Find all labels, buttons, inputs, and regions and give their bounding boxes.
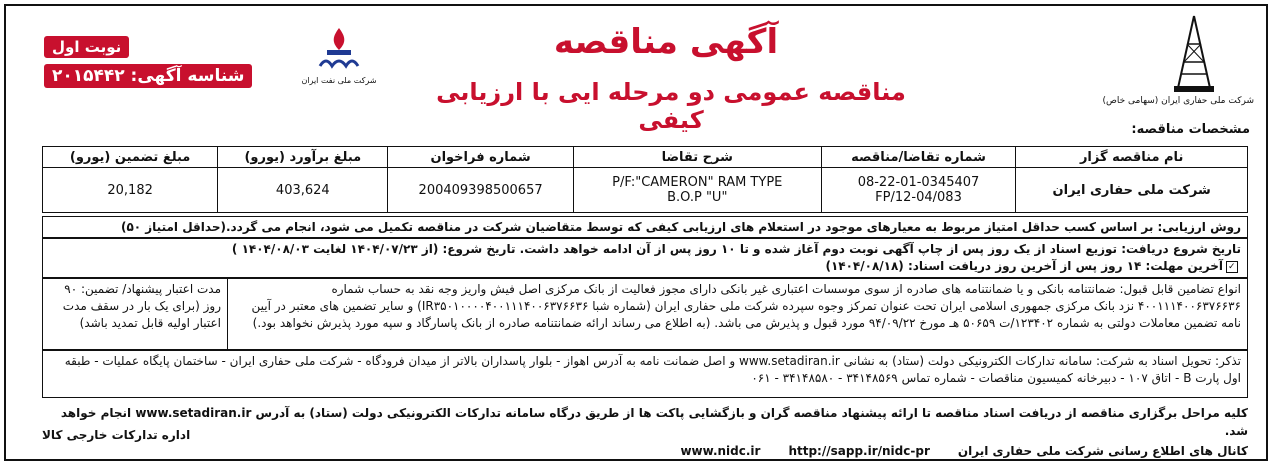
- guarantee-types: انواع تضامین قابل قبول: ضمانتنامه بانکی و یا ضمانتنامه های صادره از سوی موسسات اعتباری غیر بانکی دارای مجوز فعالیت از بانک مرکزی اصل فیش واریز وجه نقد به حساب شماره ۴۰۰۱۱۱۴۰۰۶۳۷۶۶۳۶ نزد بانک مرکزی جمهوری اسلامی ایران تحت عنوان تمرکز وجوه سپرده شرکت ملی حفاری ایران (شماره شبا IR۳۵۰۱۰۰۰۰۴۰۰۱۱۱۴۰۰۶۳۷۶۶۳۶) و سایر تضمین های معتبر در آیین نامه تضمین معاملات دولتی به شماره ۱۲۳۴۰۲/ت ۵۰۶۵۹ هـ مورخ ۹۴/۰۹/۲۲ مورد قبول و پذیرش می باشد. (به اطلاع می رساند ارائه ضمانتنامه صادره از بانک پاسارگاد و سپه مورد پذیرش نخواهد بود.): [251, 282, 1241, 330]
- deadline-text: آخرین مهلت: ۱۴ روز پس از آخرین روز دریافت اسناد: (۱۴۰۴/۰۸/۱۸): [825, 259, 1223, 273]
- nioc-name: شرکت ملی نفت ایران: [301, 76, 377, 85]
- deadline-line: [49, 258, 1241, 275]
- link-nidc[interactable]: www.nidc.ir: [680, 444, 761, 458]
- col-guarantee: مبلغ تضمین (یورو): [43, 147, 218, 168]
- link-sapp[interactable]: http://sapp.ir/nidc-pr: [788, 444, 930, 458]
- notice-subtitle: مناقصه عمومی دو مرحله ایی با ارزیابی کیفی: [436, 78, 906, 134]
- guarantee-section: [42, 278, 1248, 350]
- channels-label: کانال های اطلاع رسانی شرکت ملی حفاری ایران: [957, 444, 1248, 458]
- table-row: [43, 168, 1248, 213]
- table-header-row: [43, 147, 1248, 168]
- footer-line: کلیه مراحل برگزاری مناقصه از دریافت اسناد مناقصه تا ارائه پیشنهاد مناقصه گران و بازگشایی پاکت ها از طریق درگاه سامانه تدارکات الکترونیکی دولت (ستاد) به آدرس www.setadiran.ir انجام خواهد شد.: [60, 406, 1248, 438]
- col-estimate: مبلغ برآورد (یورو): [218, 147, 388, 168]
- nioc-logo: [294, 26, 384, 85]
- cell-request-no: [821, 168, 1016, 213]
- spec-label: مشخصات مناقصه:: [1131, 122, 1250, 137]
- col-organizer: نام مناقصه گزار: [1016, 147, 1248, 168]
- cell-organizer: شرکت ملی حفاری ایران: [1016, 168, 1248, 213]
- round-badge: نوبت اول: [44, 36, 129, 58]
- cell-guarantee: 20,182: [43, 168, 218, 213]
- validity-period: مدت اعتبار پیشنهاد/ تضمین: ۹۰ روز (برای یک بار در سقف مدت اعتبار اولیه قابل تمدید باشد): [43, 279, 228, 349]
- badge-box: [44, 36, 258, 94]
- dates-section: [42, 238, 1248, 278]
- tender-table: [42, 146, 1248, 213]
- footer: [42, 404, 1248, 460]
- description-2: B.O.P "U": [667, 190, 728, 205]
- col-call-no: شماره فراخوان: [388, 147, 573, 168]
- col-description: شرح تقاضا: [573, 147, 821, 168]
- request-no-2: FP/12-04/083: [875, 190, 962, 205]
- tender-notice: [4, 4, 1268, 461]
- description-1: P/F:"CAMERON" RAM TYPE: [612, 175, 783, 190]
- cell-description: [573, 168, 821, 213]
- start-date-line: تاریخ شروع دریافت: توزیع اسناد از یک روز پس از چاپ آگهی نوبت دوم آغاز شده و تا ۱۰ روز پس از آن ادامه خواهد داشت. تاریخ شروع: (از ۱۴۰۴/۰۷/۲۳ لغایت ۱۴۰۴/۰۸/۰۳ ): [231, 242, 1241, 256]
- col-request-no: شماره تقاضا/مناقصه: [821, 147, 1016, 168]
- cell-call-no: 200409398500657: [388, 168, 573, 213]
- checkbox-icon: [1226, 261, 1238, 273]
- cell-estimate: 403,624: [218, 168, 388, 213]
- submission-note: تذکر: تحویل اسناد به شرکت: سامانه تدارکات الکترونیکی دولت (ستاد) به نشانی www.setadiran.ir و اصل ضمانت نامه به آدرس اهواز - بلوار پاسداران بالاتر از میدان فرودگاه - شرکت ملی حفاری ایران - ساختمان پایگاه عملیات - طبقه اول پارت B - اتاق ۱۰۷ - دبیرخانه کمیسیون مناقصات - شماره تماس ۳۴۱۴۸۵۶۹ - ۳۴۱۴۸۵۸۰ - ۰۶۱: [42, 350, 1248, 398]
- header: [6, 6, 1266, 137]
- channels-line: [42, 442, 1248, 460]
- notice-id-badge: شناسه آگهی: ۲۰۱۵۴۴۲: [44, 64, 252, 88]
- org-name: شرکت ملی حفاری ایران (سهامی خاص): [1102, 96, 1254, 106]
- evaluation-method: روش ارزیابی: بر اساس کسب حداقل امتیاز مربوط به معیارهای موجود در استعلام های ارزیابی کیفی که توسط متقاضیان شرکت در مناقصه تکمیل می شود، انجام می گردد.(حداقل امتیاز ۵۰): [42, 216, 1248, 238]
- notice-title: آگهی مناقصه: [553, 22, 779, 62]
- drilling-rig-icon: [1172, 14, 1216, 94]
- department-name: اداره تدارکات خارجی کالا: [42, 428, 191, 442]
- request-no-1: 08-22-01-0345407: [857, 175, 980, 190]
- nidc-logo: [1102, 14, 1254, 106]
- nioc-flame-icon: [314, 26, 364, 70]
